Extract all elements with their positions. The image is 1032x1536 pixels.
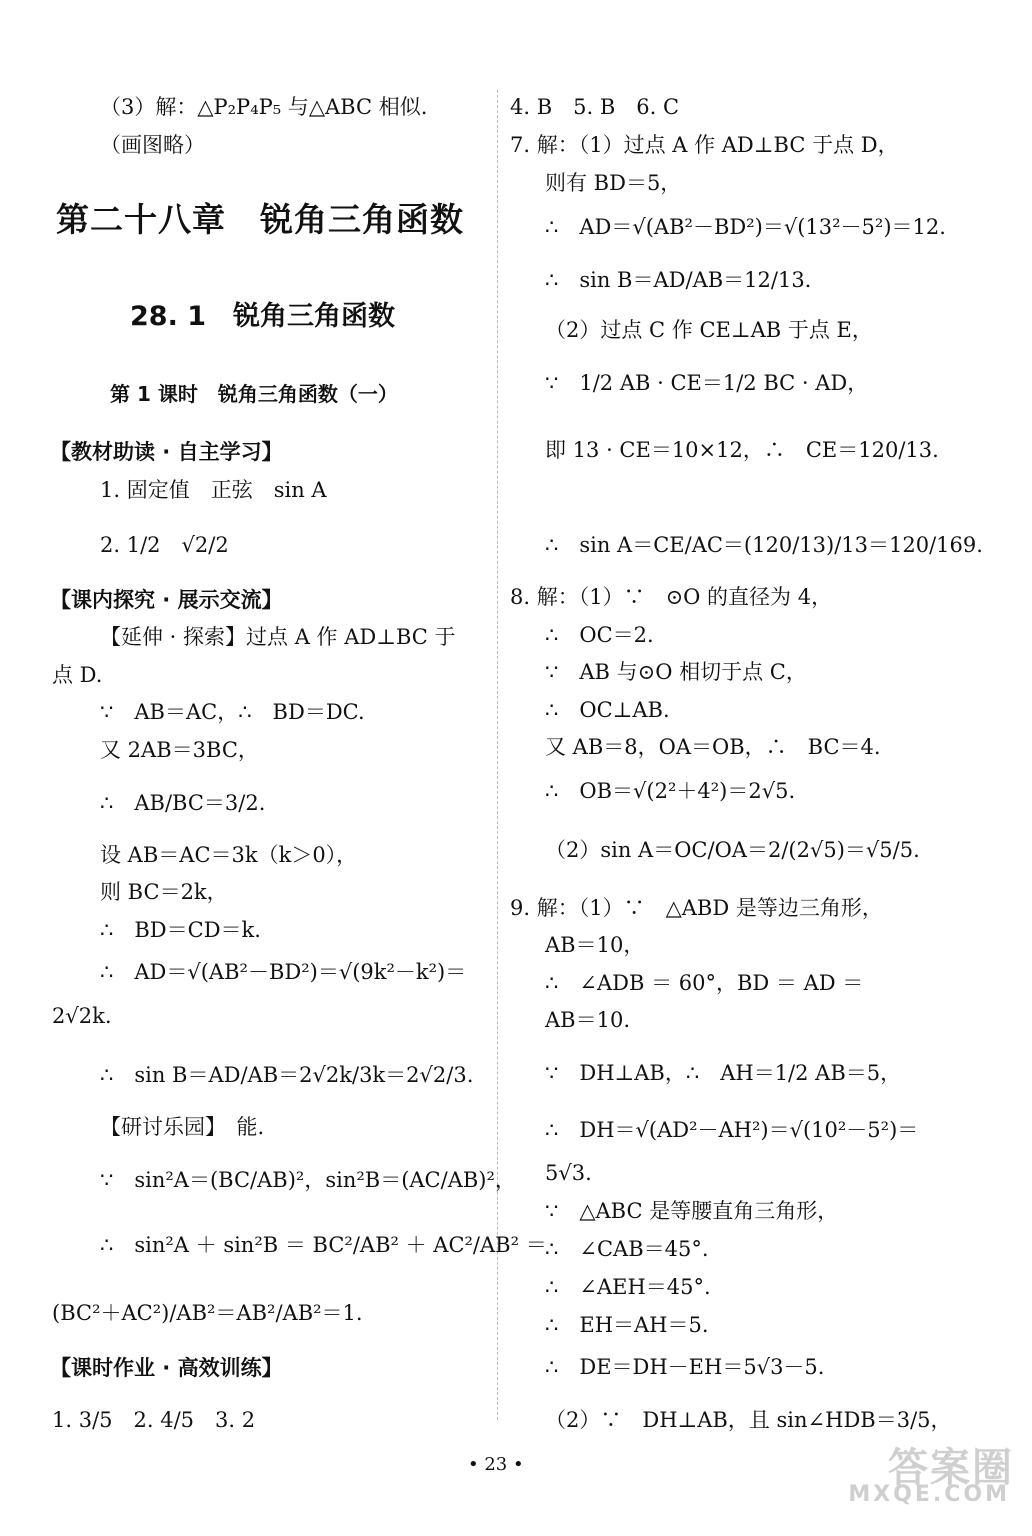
- left-line-17: ∵ sin²A＝(BC/AB)²，sin²B＝(AC/AB)²，: [100, 1168, 516, 1192]
- left-line-18: ∴ sin²A ＋ sin²B ＝ BC²/AB² ＋ AC²/AB² ＝: [100, 1233, 547, 1257]
- left-line-9: ∴ AB/BC＝3/2.: [100, 791, 266, 815]
- left-line-4: 2. 1/2 √2/2: [100, 533, 229, 557]
- right-line-13: ∴ OC⊥AB.: [545, 698, 670, 722]
- chapter-title: 第二十八章 锐角三角函数: [56, 200, 464, 239]
- left-line-10: 设 AB＝AC＝3k（k＞0），: [100, 843, 358, 867]
- right-line-27: ∴ EH＝AH＝5.: [545, 1313, 709, 1337]
- left-line-3: 1. 固定值 正弦 sin A: [100, 478, 327, 502]
- left-line-6: 点 D.: [52, 663, 103, 687]
- watermark-url: MXQE.COM: [848, 1482, 1010, 1507]
- left-line-20: 1. 3/5 2. 4/5 3. 2: [52, 1408, 256, 1432]
- right-line-1: 4. B 5. B 6. C: [510, 95, 680, 119]
- right-line-11: ∴ OC＝2.: [545, 623, 654, 647]
- section-heading-reading: 【教材助读 · 自主学习】: [50, 440, 283, 464]
- right-line-16: （2）sin A＝OC/OA＝2/(2√5)＝√5/5.: [545, 838, 920, 862]
- right-line-17: 9. 解：（1）∵ △ABD 是等边三角形，: [510, 896, 883, 920]
- right-line-2: 7. 解：（1）过点 A 作 AD⊥BC 于点 D，: [510, 133, 899, 157]
- right-line-15: ∴ OB＝√(2²＋4²)＝2√5.: [545, 779, 796, 803]
- left-line-11: 则 BC＝2k，: [100, 880, 228, 904]
- right-line-9: ∴ sin A＝CE/AC＝(120/13)/13＝120/169.: [545, 533, 983, 557]
- watermark-text: 答案圈: [888, 1445, 1014, 1491]
- right-line-20: AB＝10.: [545, 1008, 630, 1032]
- right-line-5: ∴ sin B＝AD/AB＝12/13.: [545, 268, 812, 292]
- lesson-title: 第 1 课时 锐角三角函数（一）: [110, 382, 398, 406]
- right-line-7: ∵ 1/2 AB · CE＝1/2 BC · AD，: [545, 371, 869, 395]
- section-heading-explore: 【课内探究 · 展示交流】: [50, 588, 283, 612]
- right-line-28: ∴ DE＝DH－EH＝5√3－5.: [545, 1355, 825, 1379]
- right-line-8: 即 13 · CE＝10×12，∴ CE＝120/13.: [545, 438, 939, 462]
- right-line-29: （2）∵ DH⊥AB，且 sin∠HDB＝3/5，: [545, 1408, 952, 1432]
- right-line-22: ∴ DH＝√(AD²－AH²)＝√(10²－5²)＝: [545, 1118, 919, 1142]
- left-line-2: （画图略）: [100, 133, 205, 157]
- right-line-3: 则有 BD＝5，: [545, 171, 682, 195]
- right-line-4: ∴ AD＝√(AB²－BD²)＝√(13²－5²)＝12.: [545, 215, 946, 239]
- left-line-5: 【延伸 · 探索】过点 A 作 AD⊥BC 于: [100, 625, 456, 649]
- left-line-13: ∴ AD＝√(AB²－BD²)＝√(9k²－k²)＝: [100, 960, 467, 984]
- watermark-logo: [844, 1436, 1014, 1516]
- right-line-23: 5√3.: [545, 1161, 592, 1185]
- left-line-15: ∴ sin B＝AD/AB＝2√2k/3k＝2√2/3.: [100, 1063, 474, 1087]
- right-line-6: （2）过点 C 作 CE⊥AB 于点 E，: [545, 318, 873, 342]
- left-line-12: ∴ BD＝CD＝k.: [100, 918, 261, 942]
- left-line-1: （3）解：△P₂P₄P₅ 与△ABC 相似.: [100, 95, 428, 119]
- left-line-8: 又 2AB＝3BC，: [100, 738, 259, 762]
- section-title: 28. 1 锐角三角函数: [130, 301, 396, 332]
- right-line-18: AB＝10，: [545, 933, 645, 957]
- right-line-14: 又 AB＝8，OA＝OB，∴ BC＝4.: [545, 735, 881, 759]
- left-line-7: ∵ AB＝AC，∴ BD＝DC.: [100, 700, 365, 724]
- page-number: • 23 •: [468, 1454, 524, 1475]
- right-line-24: ∵ △ABC 是等腰直角三角形，: [545, 1199, 839, 1223]
- right-line-10: 8. 解：（1）∵ ⊙O 的直径为 4，: [510, 585, 833, 609]
- right-line-19: ∴ ∠ADB ＝ 60°，BD ＝ AD ＝: [545, 971, 864, 995]
- right-line-12: ∵ AB 与⊙O 相切于点 C，: [545, 660, 807, 684]
- left-line-19: (BC²＋AC²)/AB²＝AB²/AB²＝1.: [52, 1301, 363, 1325]
- right-line-25: ∴ ∠CAB＝45°.: [545, 1237, 709, 1261]
- left-line-14: 2√2k.: [52, 1004, 112, 1028]
- column-divider: [497, 90, 498, 1420]
- left-line-16: 【研讨乐园】 能.: [100, 1115, 265, 1139]
- section-heading-homework: 【课时作业 · 高效训练】: [50, 1356, 283, 1380]
- right-line-26: ∴ ∠AEH＝45°.: [545, 1275, 711, 1299]
- right-line-21: ∵ DH⊥AB，∴ AH＝1/2 AB＝5，: [545, 1061, 902, 1085]
